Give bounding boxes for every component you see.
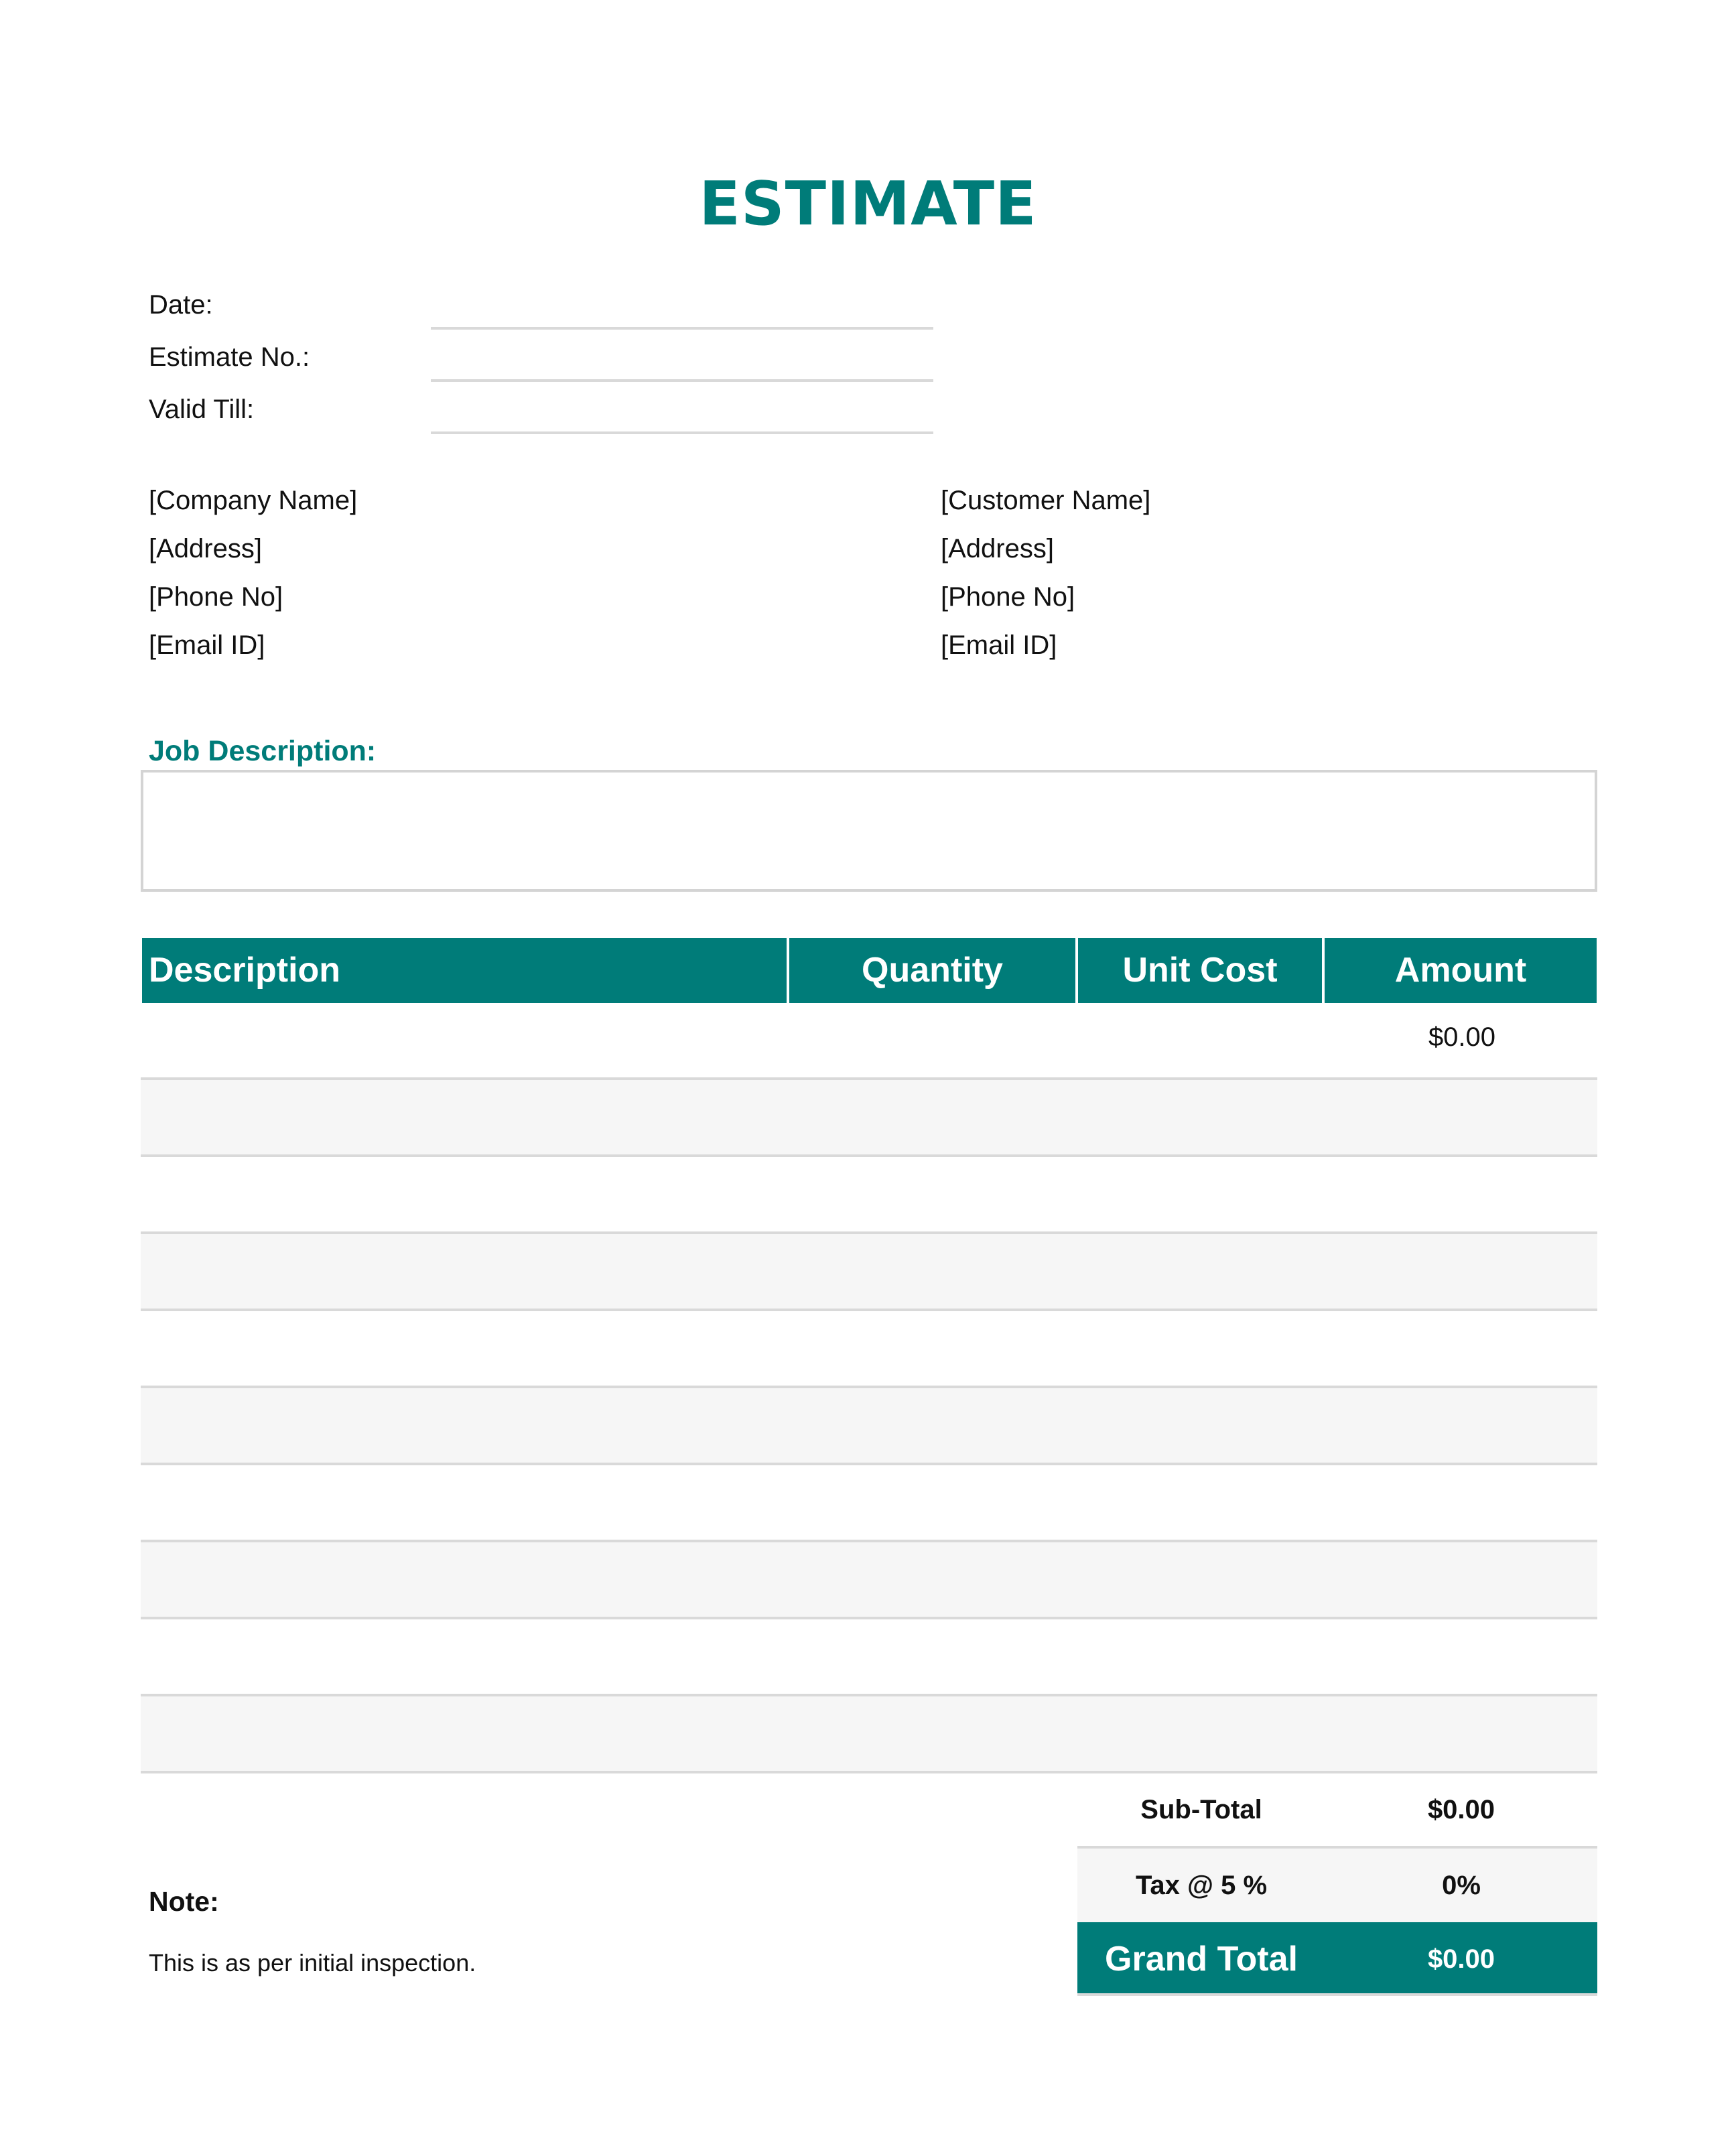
valid-till-field[interactable] (431, 431, 933, 434)
grand-total-label: Grand Total (1105, 1940, 1298, 1979)
grand-total-row (1077, 1922, 1597, 1996)
date-field[interactable] (431, 327, 933, 330)
header-amount: Amount (1325, 938, 1597, 1003)
company-name: [Company Name] (149, 486, 358, 515)
page-title: ESTIMATE (699, 169, 1037, 239)
customer-name: [Customer Name] (941, 486, 1151, 515)
header-description: Description (142, 938, 787, 1003)
customer-email: [Email ID] (941, 630, 1057, 660)
table-row[interactable] (141, 1465, 1597, 1542)
company-email: [Email ID] (149, 630, 265, 660)
table-row[interactable] (141, 1157, 1597, 1234)
subtotal-value: $0.00 (1427, 1795, 1495, 1824)
tax-label: Tax @ 5 % (1135, 1871, 1268, 1900)
company-phone: [Phone No] (149, 582, 283, 612)
table-row[interactable] (141, 1542, 1597, 1619)
subtotal-label: Sub-Total (1140, 1795, 1262, 1824)
valid-till-label: Valid Till: (149, 395, 255, 424)
estimate-no-label: Estimate No.: (149, 342, 310, 372)
header-unit-cost: Unit Cost (1078, 938, 1322, 1003)
date-label: Date: (149, 290, 213, 320)
header-quantity: Quantity (789, 938, 1075, 1003)
table-row[interactable] (141, 1696, 1597, 1773)
table-row[interactable] (141, 1311, 1597, 1388)
table-row[interactable] (141, 1388, 1597, 1465)
grand-total-value: $0.00 (1427, 1944, 1495, 1974)
job-description-label: Job Description: (149, 735, 377, 767)
note-text: This is as per initial inspection. (149, 1949, 476, 1977)
table-row[interactable] (141, 1080, 1597, 1157)
job-description-input[interactable] (141, 770, 1597, 892)
table-row[interactable] (141, 1619, 1597, 1696)
table-row[interactable] (141, 1003, 1597, 1080)
estimate-no-field[interactable] (431, 379, 933, 382)
tax-row (1077, 1849, 1597, 1922)
customer-phone: [Phone No] (941, 582, 1075, 612)
tax-value: 0% (1442, 1871, 1481, 1900)
row-amount: $0.00 (1428, 1022, 1496, 1052)
table-row[interactable] (141, 1234, 1597, 1311)
customer-address: [Address] (941, 534, 1054, 563)
company-address: [Address] (149, 534, 262, 563)
note-label: Note: (149, 1886, 219, 1917)
subtotal-row (1077, 1773, 1597, 1849)
